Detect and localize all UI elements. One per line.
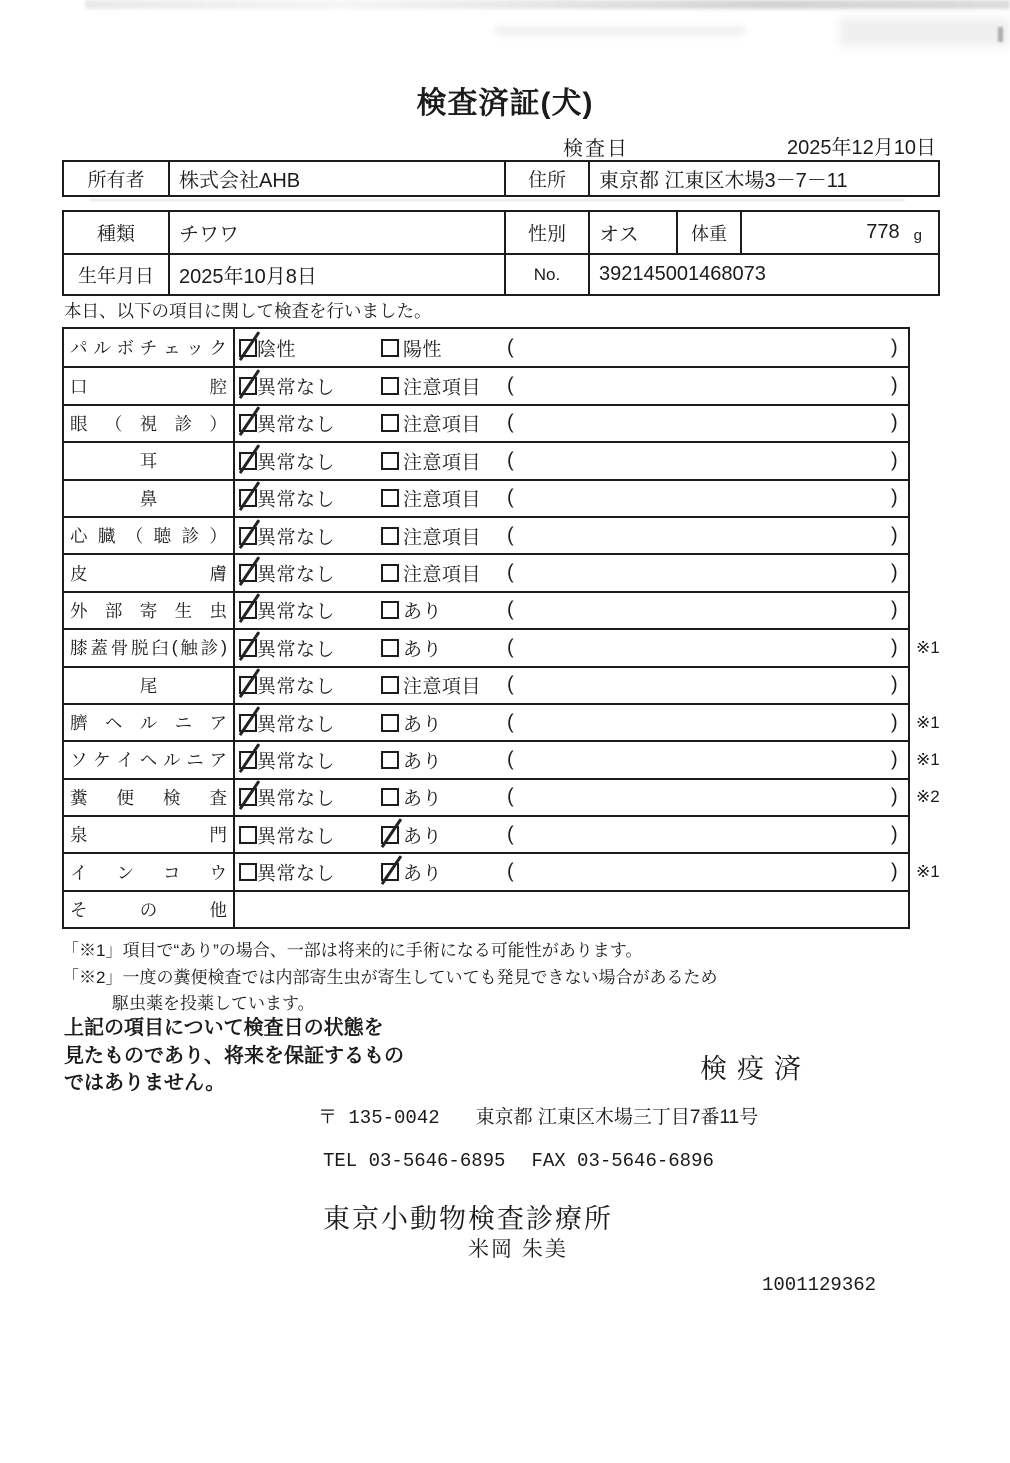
serial-number: 1001129362 bbox=[762, 1274, 877, 1296]
paren-close: ) bbox=[891, 486, 898, 509]
option-label: 異常なし bbox=[257, 489, 336, 511]
option-label: 異常なし bbox=[257, 452, 336, 474]
footnote-2-line1: 「※2」一度の糞便検査では内部寄生虫が寄生していても発見できない場合があるため bbox=[62, 968, 718, 987]
checkbox-icon bbox=[239, 339, 257, 357]
option-label: 注意項目 bbox=[403, 377, 482, 399]
checkbox-icon bbox=[381, 564, 399, 582]
table-row-oral bbox=[64, 366, 908, 403]
option-label: 注意項目 bbox=[403, 527, 482, 549]
inspection-date-label: 検査日 bbox=[563, 138, 629, 160]
no-label: No. bbox=[504, 255, 588, 294]
checkbox-icon bbox=[381, 639, 399, 657]
checkbox-icon bbox=[239, 527, 257, 545]
paren-close: ) bbox=[891, 860, 898, 883]
row-label: パ ル ボ チ ェ ッ ク bbox=[64, 329, 235, 366]
option-label: 注意項目 bbox=[403, 676, 482, 698]
no-value: 392145001468073 bbox=[588, 255, 938, 294]
paren-open: ( bbox=[507, 748, 514, 771]
row-label: 耳 bbox=[64, 443, 235, 478]
footnote-ref: ※1 bbox=[916, 749, 940, 769]
option-label: 異常なし bbox=[257, 601, 336, 623]
owner-value: 株式会社AHB bbox=[168, 162, 504, 195]
checkbox-icon bbox=[381, 489, 399, 507]
paren-open: ( bbox=[507, 374, 514, 397]
paren-close: ) bbox=[891, 449, 898, 472]
option-label: 異常なし bbox=[257, 826, 336, 848]
option-label: 陽性 bbox=[403, 339, 443, 361]
row-label: 尾 bbox=[64, 668, 235, 703]
row-label: 眼 （ 視 診 ） bbox=[64, 406, 235, 441]
footnote-ref: ※2 bbox=[916, 787, 940, 807]
row-label: 鼻 bbox=[64, 481, 235, 516]
clinic-name: 東京小動物検査診療所 bbox=[323, 1204, 613, 1234]
intro-sentence: 本日、以下の項目に関して検査を行いました。 bbox=[64, 301, 432, 321]
row-label: 泉 門 bbox=[64, 817, 235, 852]
option-label: あり bbox=[403, 863, 443, 885]
table-row-ears bbox=[64, 441, 908, 478]
checkbox-icon bbox=[239, 639, 257, 657]
paren-open: ( bbox=[507, 785, 514, 808]
row-label: イ ン コ ウ bbox=[64, 854, 235, 889]
inspection-table bbox=[62, 327, 940, 929]
checkbox-icon bbox=[381, 339, 399, 357]
tel-fax-line bbox=[323, 1150, 714, 1172]
quarantine-stamp: 検疫済 bbox=[700, 1054, 811, 1084]
disclaimer-line: ではありません。 bbox=[64, 1072, 226, 1094]
owner-label: 所有者 bbox=[87, 170, 145, 191]
table-row-inguinal-hernia bbox=[64, 740, 940, 777]
option-label: 異常なし bbox=[257, 639, 336, 661]
scan-artifact bbox=[85, 0, 1010, 9]
table-row-fontanelle bbox=[64, 815, 908, 852]
checkbox-icon bbox=[239, 489, 257, 507]
birth-label: 生年月日 bbox=[77, 266, 154, 287]
address-value: 東京都 江東区木場3－7－11 bbox=[588, 162, 938, 195]
row-label: そ の 他 bbox=[64, 892, 235, 927]
table-row bbox=[64, 162, 938, 195]
weight-number: 778 bbox=[866, 221, 900, 243]
checkbox-icon bbox=[239, 601, 257, 619]
option-label: あり bbox=[403, 826, 443, 848]
checkbox-icon bbox=[381, 414, 399, 432]
option-label: 異常なし bbox=[257, 527, 336, 549]
paren-close: ) bbox=[891, 636, 898, 659]
option-label: 陰性 bbox=[257, 339, 297, 361]
table-row-skin bbox=[64, 553, 908, 590]
fax-number: FAX 03-5646-6896 bbox=[531, 1150, 714, 1172]
paren-open: ( bbox=[507, 636, 514, 659]
weight-unit: g bbox=[913, 227, 922, 244]
paren-open: ( bbox=[507, 823, 514, 846]
paren-open: ( bbox=[507, 598, 514, 621]
table-row-cryptorchidism bbox=[64, 852, 940, 889]
weight-value bbox=[740, 212, 938, 253]
option-label: あり bbox=[403, 751, 443, 773]
checkbox-icon bbox=[239, 377, 257, 395]
row-label: 外 部 寄 生 虫 bbox=[64, 593, 235, 628]
checkbox-icon bbox=[239, 788, 257, 806]
checkbox-icon bbox=[381, 377, 399, 395]
disclaimer-line: 上記の項目について検査日の状態を bbox=[64, 1017, 384, 1039]
table-row-umbilical-hernia bbox=[64, 703, 940, 740]
option-label: 異常なし bbox=[257, 377, 336, 399]
row-label: 臍 ヘ ル ニ ア bbox=[64, 705, 235, 740]
clinic-address-line bbox=[318, 1102, 758, 1129]
option-label: 異常なし bbox=[257, 414, 336, 436]
option-label: 異常なし bbox=[257, 751, 336, 773]
scan-artifact bbox=[998, 27, 1003, 42]
row-label: 膝 蓋 骨 脱 臼 ( 触 診 ) bbox=[64, 630, 235, 665]
option-label: 異常なし bbox=[257, 714, 336, 736]
footnote-ref: ※1 bbox=[916, 862, 940, 882]
paren-open: ( bbox=[507, 411, 514, 434]
paren-open: ( bbox=[507, 486, 514, 509]
sex-label: 性別 bbox=[504, 212, 588, 253]
paren-close: ) bbox=[891, 711, 898, 734]
checkbox-icon bbox=[239, 676, 257, 694]
breed-label: 種類 bbox=[96, 224, 135, 245]
paren-close: ) bbox=[891, 673, 898, 696]
footnote-1: 「※1」項目で“あり”の場合、一部は将来的に手術になる可能性があります。 bbox=[62, 941, 643, 960]
option-label: あり bbox=[403, 714, 443, 736]
address-label: 住所 bbox=[504, 162, 588, 195]
paren-open: ( bbox=[507, 524, 514, 547]
row-label: 心 臓 （ 聴 診 ） bbox=[64, 518, 235, 553]
paren-close: ) bbox=[891, 524, 898, 547]
disclaimer-line: 見たものであり、将来を保証するもの bbox=[64, 1044, 404, 1067]
paren-close: ) bbox=[891, 336, 898, 359]
table-row-parvo bbox=[64, 329, 908, 366]
paren-open: ( bbox=[507, 449, 514, 472]
weight-label: 体重 bbox=[676, 212, 740, 253]
option-label: 異常なし bbox=[257, 863, 336, 885]
paren-close: ) bbox=[891, 785, 898, 808]
row-label: 口 腔 bbox=[64, 368, 235, 403]
checkbox-icon bbox=[381, 826, 399, 844]
row-label: ソ ケ イ ヘ ル ニ ア bbox=[64, 742, 235, 777]
checkbox-icon bbox=[239, 863, 257, 881]
paren-open: ( bbox=[507, 336, 514, 359]
paren-open: ( bbox=[507, 673, 514, 696]
checkbox-icon bbox=[239, 714, 257, 732]
option-label: 注意項目 bbox=[403, 489, 482, 511]
table-row bbox=[64, 212, 938, 253]
scan-artifact bbox=[90, 199, 905, 201]
breed-value: チワワ bbox=[168, 212, 504, 253]
option-label: 注意項目 bbox=[403, 414, 482, 436]
checkbox-icon bbox=[381, 751, 399, 769]
paren-open: ( bbox=[507, 561, 514, 584]
table-row-other bbox=[64, 890, 908, 927]
inspection-date-value: 2025年12月10日 bbox=[787, 137, 936, 159]
checkbox-icon bbox=[381, 863, 399, 881]
owner-table bbox=[62, 160, 940, 197]
footnote-2-line2: 駆虫薬を投薬しています。 bbox=[112, 994, 315, 1013]
paren-close: ) bbox=[891, 823, 898, 846]
table-row bbox=[64, 253, 938, 294]
option-label: 異常なし bbox=[257, 788, 336, 810]
page-title: 検査済証(犬) bbox=[416, 87, 594, 120]
row-label: 皮 膚 bbox=[64, 555, 235, 590]
checkbox-icon bbox=[381, 676, 399, 694]
paren-open: ( bbox=[507, 711, 514, 734]
option-label: あり bbox=[403, 639, 443, 661]
pet-info-table bbox=[62, 210, 940, 296]
paren-close: ) bbox=[891, 561, 898, 584]
checkbox-icon bbox=[239, 452, 257, 470]
option-label: あり bbox=[403, 788, 443, 810]
scan-artifact bbox=[840, 18, 1010, 46]
checkbox-icon bbox=[239, 414, 257, 432]
footnote-ref: ※1 bbox=[916, 712, 940, 732]
checkbox-icon bbox=[239, 564, 257, 582]
paren-open: ( bbox=[507, 860, 514, 883]
checkbox-icon bbox=[239, 751, 257, 769]
birth-value: 2025年10月8日 bbox=[168, 255, 504, 294]
examiner-name: 米岡 朱美 bbox=[468, 1238, 568, 1261]
table-row-heart bbox=[64, 516, 908, 553]
postal-code: 〒 135-0042 bbox=[318, 1107, 440, 1129]
checkbox-icon bbox=[381, 788, 399, 806]
paren-close: ) bbox=[891, 411, 898, 434]
table-row-tail bbox=[64, 666, 908, 703]
row-label: 糞 便 検 査 bbox=[64, 780, 235, 815]
checkbox-icon bbox=[381, 452, 399, 470]
sex-value: オス bbox=[588, 212, 676, 253]
scan-artifact bbox=[495, 26, 745, 36]
footnote-ref: ※1 bbox=[916, 637, 940, 657]
table-row-nose bbox=[64, 479, 908, 516]
checkbox-icon bbox=[381, 601, 399, 619]
table-row-ectoparasite bbox=[64, 591, 908, 628]
paren-close: ) bbox=[891, 748, 898, 771]
option-label: 注意項目 bbox=[403, 452, 482, 474]
option-label: 異常なし bbox=[257, 564, 336, 586]
table-row-patella bbox=[64, 628, 940, 665]
clinic-address: 東京都 江東区木場三丁目7番11号 bbox=[475, 1107, 759, 1128]
paren-close: ) bbox=[891, 598, 898, 621]
checkbox-icon bbox=[381, 527, 399, 545]
checkbox-icon bbox=[239, 826, 257, 844]
disclaimer-text bbox=[64, 1015, 404, 1098]
option-label: あり bbox=[403, 601, 443, 623]
tel-number: TEL 03-5646-6895 bbox=[323, 1150, 506, 1172]
table-row-eyes bbox=[64, 404, 908, 441]
paren-close: ) bbox=[891, 374, 898, 397]
table-row-fecal-exam bbox=[64, 778, 940, 815]
option-label: 注意項目 bbox=[403, 564, 482, 586]
option-label: 異常なし bbox=[257, 676, 336, 698]
checkbox-icon bbox=[381, 714, 399, 732]
